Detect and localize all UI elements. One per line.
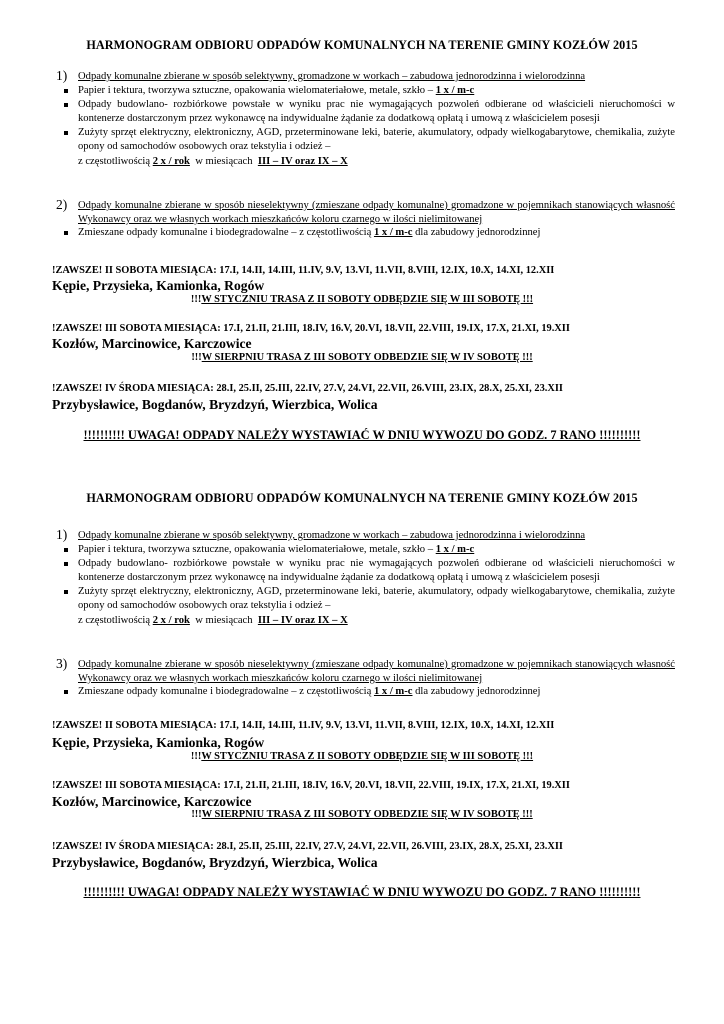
route-schedule: !ZAWSZE! IV ŚRODA MIESIĄCA: 28.I, 25.II, 25.III, 22.IV, 27.V, 24.VI, 22.VII, 26.VIII, 23.IX, 28.X, 25.XI, 23.XII bbox=[52, 383, 563, 394]
route-schedule: !ZAWSZE! III SOBOTA MIESIĄCA: 17.I, 21.II, 21.III, 18.IV, 16.V, 20.VI, 18.VII, 22.VIII, 19.IX, 17.X, 21.XI, 19.XII bbox=[52, 780, 570, 791]
section-selective bbox=[58, 529, 675, 628]
section-number: 1) bbox=[56, 527, 68, 542]
list-item: Zużyty sprzęt elektryczny, elektroniczny, AGD, przeterminowane leki, baterie, akumulatory, odpady wielkogabarytowe, chemikalia, zużyte opony od samochodów osobowych oraz tekstylia i odzież – bbox=[58, 585, 675, 613]
frequency-months: III – IV oraz IX – X bbox=[257, 155, 348, 167]
route-notice: !!!W STYCZNIU TRASA Z II SOBOTY ODBĘDZIE SIĘ W III SOBOTĘ !!! bbox=[190, 294, 534, 305]
page-title: HARMONOGRAM ODBIORU ODPADÓW KOMUNALNYCH NA TERENIE GMINY KOZŁÓW 2015 bbox=[86, 491, 638, 505]
route-places: Przybysławice, Bogdanów, Bryzdzyń, Wierzbica, Wolica bbox=[52, 397, 378, 412]
frequency-value: 2 x / rok bbox=[152, 155, 190, 167]
list-item: Zmieszane odpady komunalne i biodegradowalne – z częstotliwością 1 x / m-c dla zabudowy jednorodzinnej bbox=[58, 685, 675, 699]
route-schedule: !ZAWSZE! III SOBOTA MIESIĄCA: 17.I, 21.II, 21.III, 18.IV, 16.V, 20.VI, 18.VII, 22.VIII, 19.IX, 17.X, 21.XI, 19.XII bbox=[52, 323, 570, 334]
bullet-icon bbox=[64, 131, 68, 135]
bullet-icon bbox=[64, 548, 68, 552]
warning-banner: !!!!!!!!!! UWAGA! ODPADY NALEŻY WYSTAWIAĆ W DNIU WYWOZU DO GODZ. 7 RANO !!!!!!!!!! bbox=[83, 428, 641, 442]
route-places: Kozłów, Marcinowice, Karczowice bbox=[52, 336, 252, 351]
list-item: Zużyty sprzęt elektryczny, elektroniczny, AGD, przeterminowane leki, baterie, akumulatory, odpady wielkogabarytowe, chemikalia, zużyte opony od samochodów osobowych oraz tekstylia i odzież – bbox=[58, 126, 675, 154]
route-schedule: !ZAWSZE! II SOBOTA MIESIĄCA: 17.I, 14.II, 14.III, 11.IV, 9.V, 13.VI, 11.VII, 8.VIII, 12.IX, 10.X, 14.XI, 12.XII bbox=[52, 720, 555, 731]
bullet-icon bbox=[64, 562, 68, 566]
bullet-icon bbox=[64, 590, 68, 594]
route-places: Przybysławice, Bogdanów, Bryzdzyń, Wierzbica, Wolica bbox=[52, 855, 378, 870]
page-title: HARMONOGRAM ODBIORU ODPADÓW KOMUNALNYCH NA TERENIE GMINY KOZŁÓW 2015 bbox=[86, 38, 638, 52]
list-item: Papier i tektura, tworzywa sztuczne, opakowania wielomateriałowe, metale, szkło – 1 x / m-c bbox=[58, 84, 675, 98]
frequency-value: 1 x / m-c bbox=[373, 686, 413, 698]
bullet-icon bbox=[64, 103, 68, 107]
route-notice: !!!W SIERPNIU TRASA Z III SOBOTY ODBEDZIE SIĘ W IV SOBOTĘ !!! bbox=[191, 352, 533, 363]
section-heading: Odpady komunalne zbierane w sposób nieselektywny (zmieszane odpady komunalne) gromadzone w pojemnikach stanowiących własność Wykonawcy oraz we własnych workach mieszkańców koloru czarnego w ilości nielimitowanej bbox=[78, 659, 675, 684]
frequency-value: 1 x / m-c bbox=[435, 84, 475, 96]
list-item: Papier i tektura, tworzywa sztuczne, opakowania wielomateriałowe, metale, szkło – 1 x / m-c bbox=[58, 543, 675, 557]
frequency-value: 2 x / rok bbox=[152, 614, 190, 626]
section-number: 3) bbox=[56, 656, 68, 671]
route-places: Kępie, Przysieka, Kamionka, Rogów bbox=[52, 735, 265, 750]
list-item: Odpady budowlano- rozbiórkowe powstałe w wyniku prac nie wymagających pozwoleń odbierane od właścicieli nieruchomości w kontenerze dostarczonym przez wykonawcę na indywidualne żądanie za dodatkową opłatą i umową z właścicielem posesji bbox=[58, 98, 675, 126]
section-mixed bbox=[58, 658, 675, 699]
section-heading: Odpady komunalne zbierane w sposób nieselektywny (zmieszane odpady komunalne) gromadzone w pojemnikach stanowiących własność Wykonawcy oraz we własnych workach mieszkańców koloru czarnego w ilości nielimitowanej bbox=[78, 200, 675, 225]
section-mixed bbox=[58, 199, 675, 240]
bullet-icon bbox=[64, 231, 68, 235]
warning-banner: !!!!!!!!!! UWAGA! ODPADY NALEŻY WYSTAWIAĆ W DNIU WYWOZU DO GODZ. 7 RANO !!!!!!!!!! bbox=[83, 885, 641, 899]
section-heading: Odpady komunalne zbierane w sposób selektywny, gromadzone w workach – zabudowa jednorodzinna i wielorodzinna bbox=[78, 530, 586, 541]
schedule-sheet-1 bbox=[0, 0, 724, 460]
frequency-line: z częstotliwością 2 x / rok w miesiącach III – IV oraz IX – X bbox=[78, 155, 348, 167]
frequency-line: z częstotliwością 2 x / rok w miesiącach III – IV oraz IX – X bbox=[78, 614, 348, 626]
frequency-value: 1 x / m-c bbox=[435, 543, 475, 555]
route-notice: !!!W SIERPNIU TRASA Z III SOBOTY ODBEDZIE SIĘ W IV SOBOTĘ !!! bbox=[191, 809, 533, 820]
list-item: Zmieszane odpady komunalne i biodegradowalne – z częstotliwością 1 x / m-c dla zabudowy jednorodzinnej bbox=[58, 226, 675, 240]
bullet-icon bbox=[64, 89, 68, 93]
section-number: 2) bbox=[56, 197, 68, 212]
list-item: Odpady budowlano- rozbiórkowe powstałe w wyniku prac nie wymagających pozwoleń odbierane od właścicieli nieruchomości w kontenerze dostarczonym przez wykonawcę na indywidualne żądanie za dodatkową opłatą i umową z właścicielem posesji bbox=[58, 557, 675, 585]
route-notice: !!!W STYCZNIU TRASA Z II SOBOTY ODBĘDZIE SIĘ W III SOBOTĘ !!! bbox=[190, 751, 534, 762]
frequency-months: III – IV oraz IX – X bbox=[257, 614, 348, 626]
route-schedule: !ZAWSZE! II SOBOTA MIESIĄCA: 17.I, 14.II, 14.III, 11.IV, 9.V, 13.VI, 11.VII, 8.VIII, 12.IX, 10.X, 14.XI, 12.XII bbox=[52, 265, 555, 276]
route-schedule: !ZAWSZE! IV ŚRODA MIESIĄCA: 28.I, 25.II, 25.III, 22.IV, 27.V, 24.VI, 22.VII, 26.VIII, 23.IX, 28.X, 25.XI, 23.XII bbox=[52, 841, 563, 852]
route-places: Kozłów, Marcinowice, Karczowice bbox=[52, 794, 252, 809]
frequency-value: 1 x / m-c bbox=[373, 227, 413, 239]
section-selective bbox=[58, 70, 675, 169]
route-places: Kępie, Przysieka, Kamionka, Rogów bbox=[52, 278, 265, 293]
section-heading: Odpady komunalne zbierane w sposób selektywny, gromadzone w workach – zabudowa jednorodzinna i wielorodzinna bbox=[78, 71, 586, 82]
bullet-icon bbox=[64, 690, 68, 694]
section-number: 1) bbox=[56, 68, 68, 83]
